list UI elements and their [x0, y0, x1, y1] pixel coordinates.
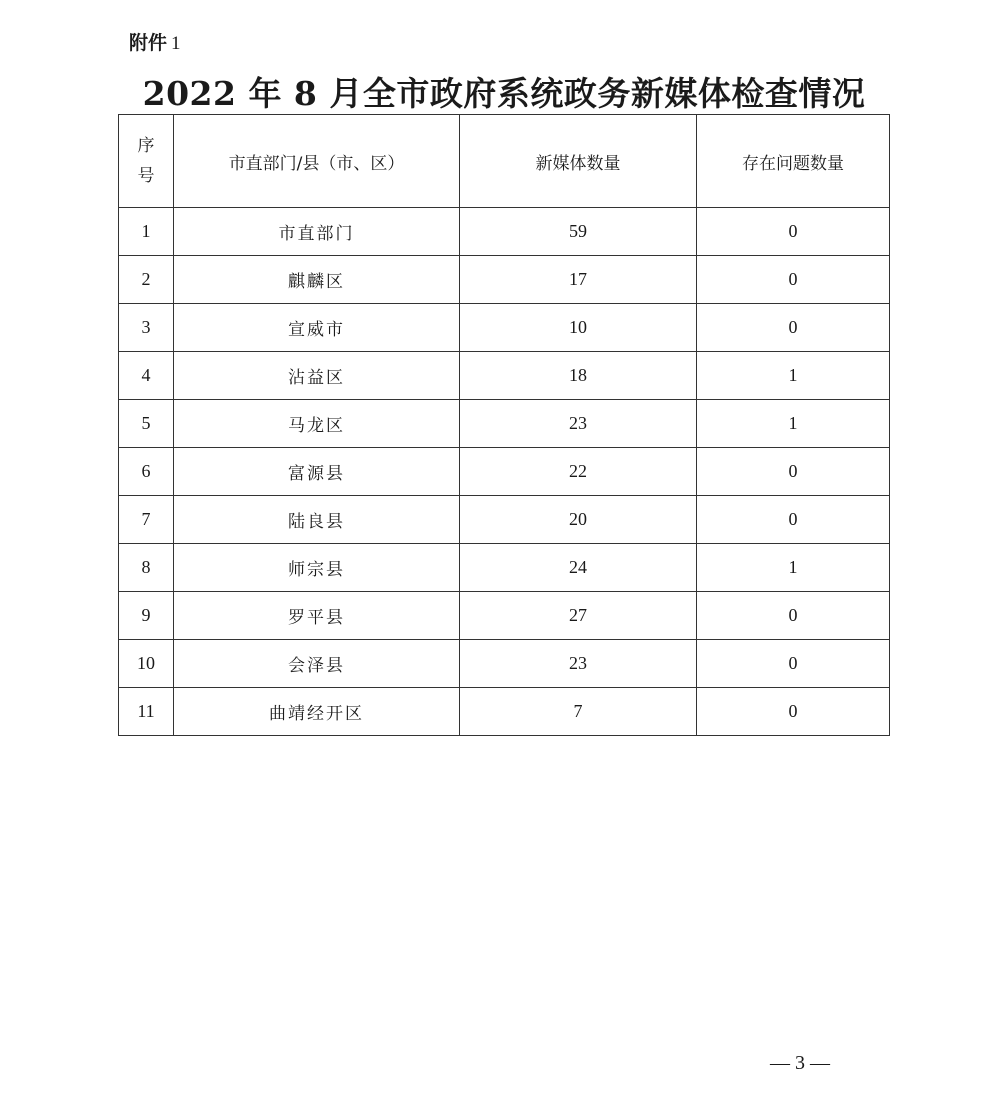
cell-issue-count: 0 — [697, 640, 890, 688]
header-seq-line2: 号 — [137, 166, 155, 186]
cell-unit: 曲靖经开区 — [174, 688, 460, 736]
header-issue-count: 存在问题数量 — [697, 115, 890, 208]
cell-issue-count: 0 — [697, 688, 890, 736]
cell-seq: 6 — [119, 448, 174, 496]
table-row — [119, 208, 890, 256]
table-row — [119, 640, 890, 688]
cell-unit: 富源县 — [174, 448, 460, 496]
cell-issue-count: 0 — [697, 448, 890, 496]
cell-seq: 5 — [119, 400, 174, 448]
page-number: — 3 — — [770, 1052, 830, 1074]
table-row — [119, 688, 890, 736]
cell-issue-count: 1 — [697, 352, 890, 400]
attachment-text: 附件 — [129, 32, 168, 54]
cell-unit: 宣威市 — [174, 304, 460, 352]
cell-seq: 7 — [119, 496, 174, 544]
cell-unit: 会泽县 — [174, 640, 460, 688]
table-row — [119, 304, 890, 352]
cell-issue-count: 0 — [697, 208, 890, 256]
table-row — [119, 448, 890, 496]
cell-issue-count: 0 — [697, 304, 890, 352]
cell-media-count: 22 — [460, 448, 697, 496]
table-row — [119, 544, 890, 592]
header-media-count: 新媒体数量 — [460, 115, 697, 208]
cell-unit: 陆良县 — [174, 496, 460, 544]
cell-issue-count: 0 — [697, 496, 890, 544]
cell-issue-count: 0 — [697, 592, 890, 640]
cell-media-count: 10 — [460, 304, 697, 352]
cell-media-count: 17 — [460, 256, 697, 304]
cell-seq: 1 — [119, 208, 174, 256]
table-row — [119, 256, 890, 304]
cell-unit: 麒麟区 — [174, 256, 460, 304]
cell-issue-count: 1 — [697, 400, 890, 448]
cell-unit: 市直部门 — [174, 208, 460, 256]
cell-issue-count: 1 — [697, 544, 890, 592]
cell-seq: 9 — [119, 592, 174, 640]
table-row — [119, 592, 890, 640]
cell-seq: 8 — [119, 544, 174, 592]
cell-seq: 10 — [119, 640, 174, 688]
cell-unit: 罗平县 — [174, 592, 460, 640]
document-title: 2022 年 8 月全市政府系统政务新媒体检查情况 — [142, 74, 866, 113]
cell-media-count: 24 — [460, 544, 697, 592]
cell-unit: 师宗县 — [174, 544, 460, 592]
cell-media-count: 59 — [460, 208, 697, 256]
cell-media-count: 18 — [460, 352, 697, 400]
table-row — [119, 352, 890, 400]
attachment-label — [129, 28, 181, 55]
table-row — [119, 496, 890, 544]
cell-unit: 马龙区 — [174, 400, 460, 448]
cell-unit: 沾益区 — [174, 352, 460, 400]
table-header-row — [119, 115, 890, 208]
cell-media-count: 23 — [460, 640, 697, 688]
cell-seq: 2 — [119, 256, 174, 304]
cell-media-count: 23 — [460, 400, 697, 448]
cell-media-count: 7 — [460, 688, 697, 736]
header-seq-line1: 序 — [137, 136, 155, 156]
inspection-table — [118, 114, 890, 736]
cell-media-count: 27 — [460, 592, 697, 640]
attachment-number: 1 — [171, 33, 181, 54]
header-unit: 市直部门/县（市、区） — [174, 115, 460, 208]
cell-seq: 4 — [119, 352, 174, 400]
cell-seq: 11 — [119, 688, 174, 736]
cell-issue-count: 0 — [697, 256, 890, 304]
cell-seq: 3 — [119, 304, 174, 352]
cell-media-count: 20 — [460, 496, 697, 544]
table-row — [119, 400, 890, 448]
header-seq — [119, 115, 174, 208]
